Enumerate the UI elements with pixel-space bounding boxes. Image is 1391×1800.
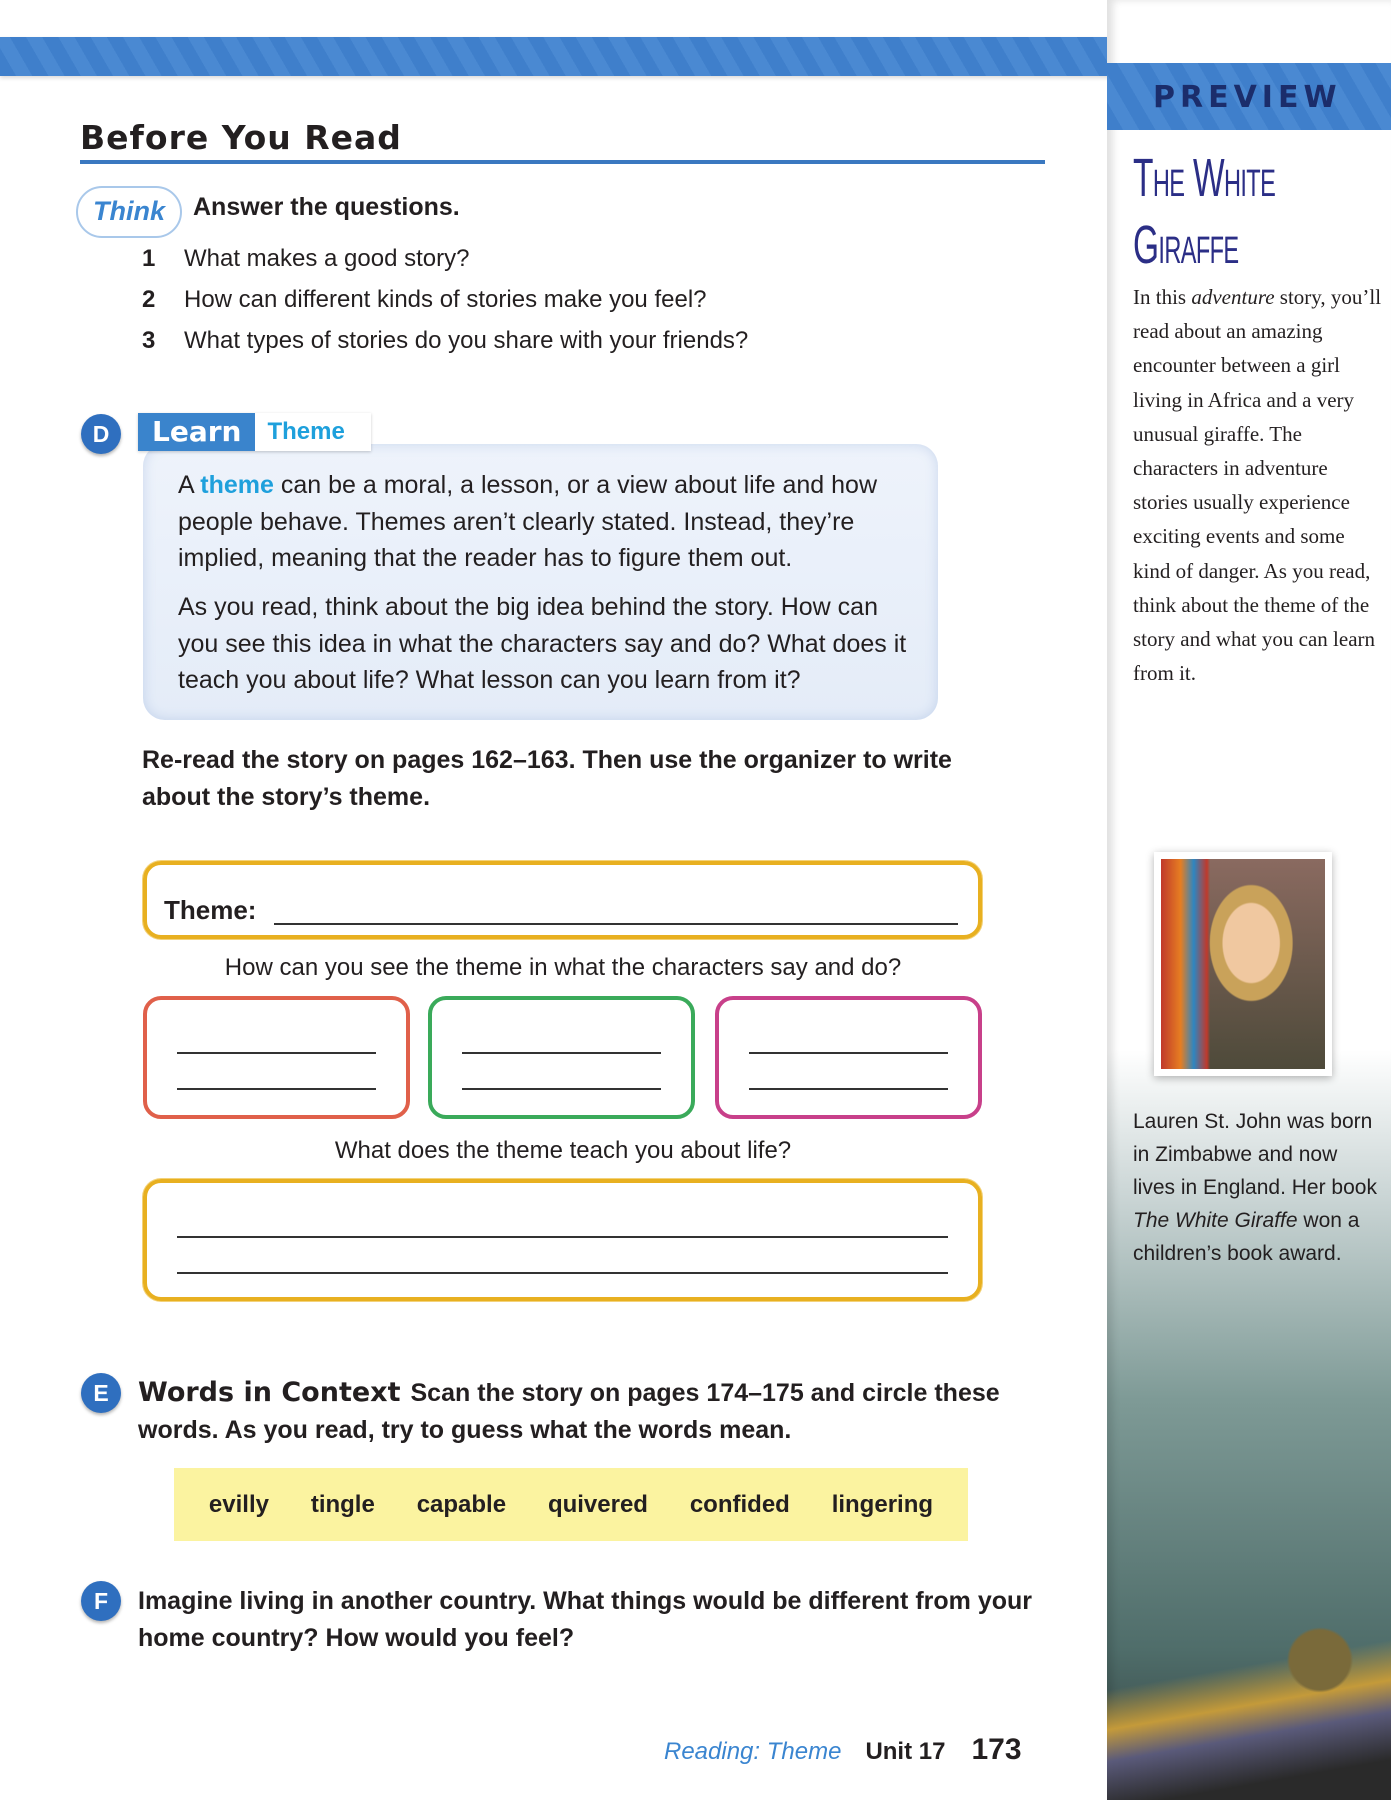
words-in-context-text: Words in Context Scan the story on pages 174–175 and circle these words. As you read, try to guess what the words mean. <box>138 1377 1000 1444</box>
word: confided <box>689 1490 790 1518</box>
word-list <box>174 1468 968 1541</box>
word: tingle <box>310 1490 375 1518</box>
section-f-marker: F <box>81 1581 121 1621</box>
organizer-question-1: How can you see the theme in what the characters say and do? <box>224 954 902 981</box>
section-f-prompt: Imagine living in another country. What things would be different from your home country? How would you feel? <box>138 1587 1033 1652</box>
word: evilly <box>208 1490 269 1518</box>
author-photo <box>1154 852 1332 1076</box>
title-rule <box>80 160 1045 164</box>
question-2: 2 How can different kinds of stories make you feel? <box>142 286 707 313</box>
organizer-question-2: What does the theme teach you about life? <box>334 1137 792 1164</box>
word: capable <box>416 1490 507 1518</box>
think-instruction: Answer the questions. <box>193 193 460 221</box>
book-title-line2: Giraffe <box>1133 215 1239 275</box>
preview-label: PREVIEW <box>1153 80 1342 115</box>
question-1: 1 What makes a good story? <box>142 245 470 272</box>
learn-paragraph-2: As you read, think about the big idea behind the story. How can you see this idea in what the characters say and do? What does it teach you about life? What lesson can you learn from it? <box>178 593 907 694</box>
learn-tab: Learn Theme <box>138 413 371 451</box>
page-title: Before You Read <box>80 118 402 157</box>
book-title-line1: The White <box>1133 148 1276 208</box>
cobra-illustration <box>1107 1450 1391 1800</box>
think-badge: Think <box>76 186 182 238</box>
preview-banner <box>1107 63 1391 130</box>
detail-box-1[interactable] <box>143 996 410 1119</box>
header-band <box>0 37 1127 76</box>
life-lesson-box[interactable] <box>143 1179 982 1301</box>
sidebar-description: In this adventure story, you’ll read about an amazing encounter between a girl living in Africa and a very unusual giraffe. The characters in adventure stories usually experience exciting events and some kind of danger. As you read, think about the theme of the story and what you can learn from it. <box>1133 285 1382 686</box>
page-footer: Reading: Theme Unit 17 173 <box>664 1733 1022 1766</box>
theme-box[interactable] <box>143 861 982 939</box>
organizer-instruction: Re-read the story on pages 162–163. Then use the organizer to write about the story’s theme. <box>142 746 952 811</box>
learn-paragraph-1: A theme can be a moral, a lesson, or a view about life and how people behave. Themes aren’t clearly stated. Instead, they’re implied, meaning that the reader has to figure them out. <box>178 471 878 572</box>
section-d-marker: D <box>81 414 121 454</box>
learn-box <box>143 444 938 720</box>
author-bio: Lauren St. John was born in Zimbabwe and now lives in England. Her book The White Giraffe won a children’s book award. <box>1133 1110 1377 1265</box>
question-3: 3 What types of stories do you share with your friends? <box>142 327 749 354</box>
theme-label: Theme: <box>164 895 257 925</box>
detail-box-3[interactable] <box>715 996 982 1119</box>
word: quivered <box>547 1490 648 1518</box>
section-e-marker: E <box>81 1373 121 1413</box>
detail-box-2[interactable] <box>428 996 695 1119</box>
word: lingering <box>831 1490 934 1518</box>
